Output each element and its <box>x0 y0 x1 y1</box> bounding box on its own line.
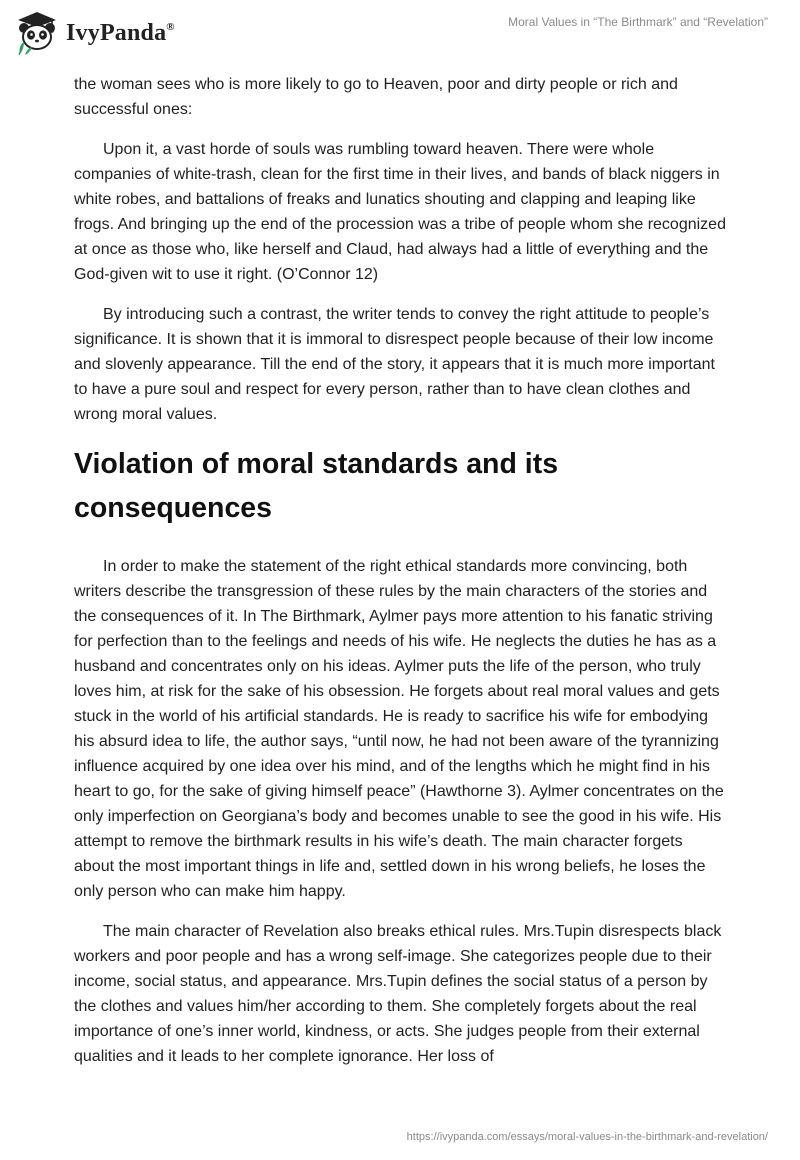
brand-text: IvyPanda <box>66 19 167 46</box>
panda-logo-icon <box>14 10 60 56</box>
registered-mark: ® <box>166 20 175 33</box>
section-heading: Violation of moral standards and its consequences <box>74 448 559 524</box>
page-header <box>0 0 800 62</box>
paragraph-continuation: the woman sees who is more likely to go to Heaven, poor and dirty people or rich and successful ones: <box>74 76 678 118</box>
paragraph-birthmark: In order to make the statement of the right ethical standards more convincing, both writers describe the transgression of these rules by the main characters of the stories and the consequences of it. In The Birthmark, Aylmer pays more attention to his fanatic striving for perfection than to the feelings and needs of his wife. He neglects the duties he has as a husband and concentrates only on his ideas. Aylmer puts the life of the person, who truly loves him, at risk for the sake of his obsession. He forgets about real moral values and gets stuck in the world of his artificial standards. He is ready to sacrifice his wife for embodying his absurd idea to life, the author says, “until now, he had not been aware of the tyrannizing influence acquired by one idea over his mind, and of the lengths which he might find in his heart to go, for the sake of giving himself peace” (Hawthorne 3). Aylmer concentrates on the only imperfection on Georgiana’s body and becomes unable to see the good in his wife. His attempt to remove the birthmark results in his wife’s death. The main character forgets about the most important things in life and, settled down in his wrong beliefs, he loses the only person who can make him happy. <box>74 558 724 900</box>
paragraph-revelation: The main character of Revelation also breaks ethical rules. Mrs.Tupin disrespects black workers and poor people and has a wrong self-image. She categorizes people due to their income, social status, and appearance. Mrs.Tupin defines the social status of a person by the clothes and values him/her according to them. She completely forgets about the real importance of one’s inner world, kindness, or acts. She judges people from their external qualities and it leads to her complete ignorance. Her loss of <box>74 923 722 1065</box>
essay-content <box>74 72 726 1084</box>
paragraph-contrast: By introducing such a contrast, the writer tends to convey the right attitude to people’s significance. It is shown that it is immoral to disrespect people because of their low income and slovenly appearance. Till the end of the story, it appears that it is much more important to have a pure soul and respect for every person, rather than to have clean clothes and wrong moral values. <box>74 306 715 423</box>
block-quote: Upon it, a vast horde of souls was rumbling toward heaven. There were whole companies of white-trash, clean for the first time in their lives, and bands of black niggers in white robes, and battalions of freaks and lunatics shouting and clapping and leaping like frogs. And bringing up the end of the procession was a tribe of people whom she recognized at once as those who, like herself and Claud, had always had a little of everything and the God-given wit to use it right. (O’Connor 12) <box>74 141 726 283</box>
source-url[interactable]: https://ivypanda.com/essays/moral-values-in-the-birthmark-and-revelation/ <box>406 1131 768 1143</box>
brand-name <box>66 20 175 47</box>
ivypanda-logo[interactable] <box>14 8 175 58</box>
document-title: Moral Values in “The Birthmark” and “Revelation” <box>508 15 768 29</box>
